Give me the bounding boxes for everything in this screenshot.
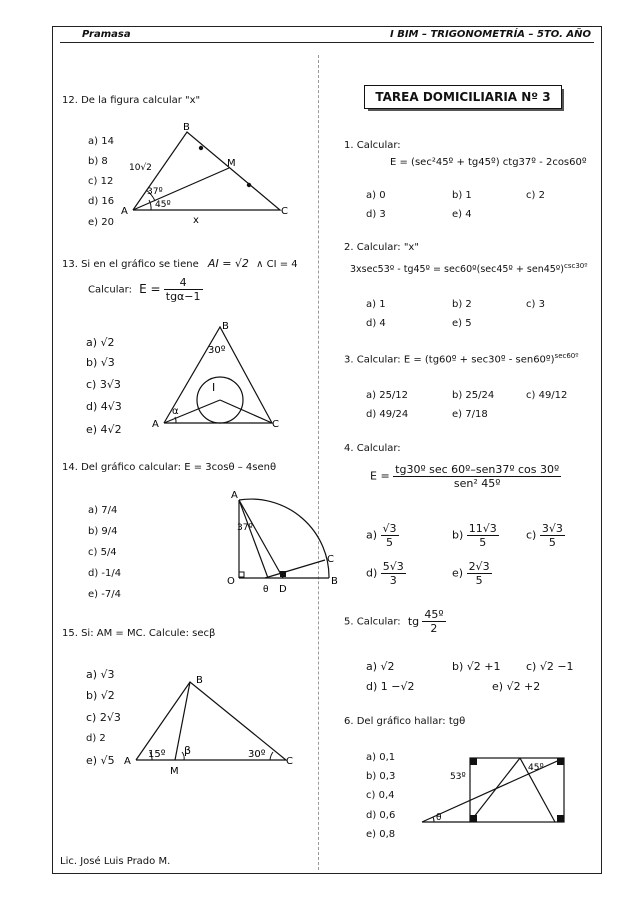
q15-label-beta: β <box>184 744 192 757</box>
q13-option-d: d) 4√3 <box>86 400 122 413</box>
q15-label-C: C <box>286 756 293 767</box>
r-q3-statement: 3. Calcular: E = (tg60º + sec30º - sen60º) <box>344 354 555 366</box>
q13-cond-rhs: ∧ CI = 4 <box>256 259 298 270</box>
q12-statement: 12. De la figura calcular "x" <box>62 95 201 106</box>
r-q5-option-e: e) √2 +2 <box>492 680 541 693</box>
r-q1-option-c: c) 2 <box>526 190 545 201</box>
r-q4-c-num: 3√3 <box>541 522 563 535</box>
q15-figure <box>118 668 308 778</box>
q12-label-45: 45º <box>155 200 171 210</box>
r-q1-expr: E = (sec²45º + tg45º) ctg37º - 2cos60º <box>390 157 587 168</box>
r-q3-option-b: b) 25/24 <box>452 390 495 401</box>
r-q4-d-num: 5√3 <box>382 560 404 573</box>
q14-option-c: c) 5/4 <box>88 547 117 558</box>
r-q2-expr-wrap <box>350 262 588 275</box>
r-q4-a-den: 5 <box>386 536 394 549</box>
q14-option-a: a) 7/4 <box>88 505 118 516</box>
r-q4-c-frac <box>540 522 565 549</box>
r-q4-option-b <box>452 522 499 549</box>
r-q5-fraction <box>422 608 445 635</box>
q15-option-b: b) √2 <box>86 689 115 702</box>
r-q4-option-a <box>366 522 399 549</box>
r-q3-statement-wrap <box>344 352 579 365</box>
r-q1-option-e: e) 4 <box>452 209 472 220</box>
r-q4-num: tg30º sec 60º–sen37º cos 30º <box>395 463 560 476</box>
q13-label-C: C <box>272 419 279 430</box>
r-q5-num: 45º <box>424 608 444 621</box>
q15-statement: 15. Si: AM = MC. Calcule: secβ <box>62 628 216 639</box>
r-q4-c-den: 5 <box>548 536 556 549</box>
r-q4-option-d <box>366 560 406 587</box>
q14-option-b: b) 9/4 <box>88 526 118 537</box>
r-q6-option-c: c) 0,4 <box>366 790 395 801</box>
r-q6-option-a: a) 0,1 <box>366 752 396 763</box>
r-q6-figure <box>420 752 570 832</box>
q15-option-a: a) √3 <box>86 668 115 681</box>
q13-calc-label: Calcular: <box>88 284 132 296</box>
header-right: I BIM – TRIGONOMETRÍA – 5TO. AÑO <box>390 29 591 40</box>
r-q1-option-d: d) 3 <box>366 209 386 220</box>
q14-figure <box>225 488 345 600</box>
r-q4-d-den: 3 <box>389 574 397 587</box>
r-q4-option-c <box>526 522 565 549</box>
r-q3-option-a: a) 25/12 <box>366 390 409 401</box>
r-q4-den: sen² 45º <box>453 477 501 490</box>
r-q3-exponent: sec60º <box>554 352 579 360</box>
q14-label-C: C <box>327 554 334 565</box>
r-q5-tg: tg <box>407 614 420 628</box>
r-q4-d-frac <box>381 560 406 587</box>
q14-label-D: D <box>279 584 287 595</box>
r-q6-label-45: 45º <box>528 763 544 773</box>
r-q2-option-d: d) 4 <box>366 318 386 329</box>
q13-option-e: e) 4√2 <box>86 423 122 436</box>
q15-label-B: B <box>196 675 203 686</box>
q12-option-a: a) 14 <box>88 136 114 147</box>
q13-statement <box>62 257 298 270</box>
r-q4-e-label: e) <box>452 566 464 580</box>
q13-label-alpha: α <box>172 406 179 417</box>
q13-label-I: I <box>212 381 216 394</box>
r-q5-option-d: d) 1 −√2 <box>366 680 415 693</box>
q12-label-B: B <box>183 122 190 133</box>
q15-option-e: e) √5 <box>86 754 115 767</box>
r-q3-option-d: d) 49/24 <box>366 409 409 420</box>
r-q6-label-53: 53º <box>450 772 466 782</box>
q15-label-M: M <box>170 766 179 777</box>
header-left: Pramasa <box>82 29 131 40</box>
r-q4-c-label: c) <box>526 528 537 542</box>
r-q4-e-frac <box>467 560 492 587</box>
r-q2-option-c: c) 3 <box>526 299 545 310</box>
r-q4-b-num: 11√3 <box>468 522 497 535</box>
r-q4-a-frac <box>381 522 399 549</box>
q12-label-M: M <box>227 158 236 169</box>
q13-cond-lhs: AI = √2 <box>207 257 249 270</box>
q12-option-e: e) 20 <box>88 217 114 228</box>
r-q2-expr: 3xsec53º - tg45º = sec60º(sec45º + sen45º) <box>350 264 564 276</box>
q12-option-d: d) 16 <box>88 196 115 207</box>
q12-label-C: C <box>281 206 288 217</box>
q14-label-theta: θ <box>263 585 269 595</box>
q12-label-side: 10√2 <box>129 163 152 173</box>
r-q4-d-label: d) <box>366 566 378 580</box>
q13-label-30: 30º <box>208 345 226 356</box>
q12-option-b: b) 8 <box>88 156 108 167</box>
q14-statement: 14. Del gráfico calcular: E = 3cosθ – 4senθ <box>62 462 277 473</box>
q13-label-B: B <box>222 321 229 332</box>
r-q1-option-b: b) 1 <box>452 190 472 201</box>
r-q5-text: 5. Calcular: <box>344 616 401 628</box>
r-q2-option-e: e) 5 <box>452 318 472 329</box>
q14-label-B: B <box>331 576 338 587</box>
q12-label-A: A <box>121 206 128 217</box>
q12-figure <box>115 118 295 228</box>
q14-label-O: O <box>227 576 235 587</box>
q13-fraction <box>164 276 203 303</box>
q12-option-c: c) 12 <box>88 176 114 187</box>
r-q4-e-num: 2√3 <box>468 560 490 573</box>
r-q6-option-d: d) 0,6 <box>366 810 396 821</box>
r-q5-option-b: b) √2 +1 <box>452 660 501 673</box>
column-divider <box>318 55 319 870</box>
q13-option-b: b) √3 <box>86 356 115 369</box>
r-q1-statement: 1. Calcular: <box>344 140 401 151</box>
q13-option-c: c) 3√3 <box>86 378 121 391</box>
homework-title: TAREA DOMICILIARIA Nº 3 <box>364 85 562 109</box>
q15-option-c: c) 2√3 <box>86 711 121 724</box>
homework-title-box <box>364 85 564 111</box>
q15-label-15: 15º <box>148 749 166 760</box>
q13-E: E = <box>139 281 161 296</box>
r-q4-a-label: a) <box>366 528 378 542</box>
r-q5-den: 2 <box>430 622 438 635</box>
r-q4-fraction <box>393 463 561 490</box>
r-q2-exponent: csc30º <box>564 262 588 270</box>
r-q6-option-e: e) 0,8 <box>366 829 396 840</box>
q14-option-e: e) -7/4 <box>88 589 121 600</box>
q13-text: 13. Si en el gráfico se tiene <box>62 259 199 270</box>
r-q4-e-den: 5 <box>475 574 483 587</box>
q15-label-A: A <box>124 756 131 767</box>
r-q2-statement: 2. Calcular: "x" <box>344 242 419 253</box>
q12-label-37: 37º <box>147 187 163 197</box>
r-q1-option-a: a) 0 <box>366 190 386 201</box>
r-q3-option-e: e) 7/18 <box>452 409 488 420</box>
r-q4-E: E = <box>370 469 390 483</box>
q14-label-37: 37º <box>237 523 253 533</box>
q13-calc <box>88 276 203 303</box>
q12-label-x: x <box>193 215 199 226</box>
r-q4-formula <box>370 463 561 490</box>
q15-label-30: 30º <box>248 749 266 760</box>
footer-author: Lic. José Luis Prado M. <box>60 856 171 867</box>
r-q6-option-b: b) 0,3 <box>366 771 396 782</box>
q13-option-a: a) √2 <box>86 336 115 349</box>
r-q5-option-c: c) √2 −1 <box>526 660 574 673</box>
r-q4-statement: 4. Calcular: <box>344 443 401 454</box>
r-q2-option-b: b) 2 <box>452 299 472 310</box>
q14-label-A: A <box>231 490 238 501</box>
r-q4-b-den: 5 <box>479 536 487 549</box>
q15-option-d: d) 2 <box>86 733 106 744</box>
r-q2-option-a: a) 1 <box>366 299 386 310</box>
r-q4-option-e <box>452 560 492 587</box>
r-q4-b-label: b) <box>452 528 464 542</box>
r-q6-statement: 6. Del gráfico hallar: tgθ <box>344 716 466 727</box>
q13-den: tgα−1 <box>165 290 201 303</box>
r-q5-statement <box>344 608 446 635</box>
q14-option-d: d) -1/4 <box>88 568 122 579</box>
r-q4-b-frac <box>467 522 499 549</box>
q13-num: 4 <box>164 276 203 290</box>
q13-figure <box>148 315 288 435</box>
header-rule <box>60 42 594 43</box>
r-q6-label-theta: θ <box>436 813 442 823</box>
r-q4-a-num: √3 <box>382 522 397 535</box>
r-q3-option-c: c) 49/12 <box>526 390 568 401</box>
q13-label-A: A <box>152 419 159 430</box>
r-q5-option-a: a) √2 <box>366 660 395 673</box>
